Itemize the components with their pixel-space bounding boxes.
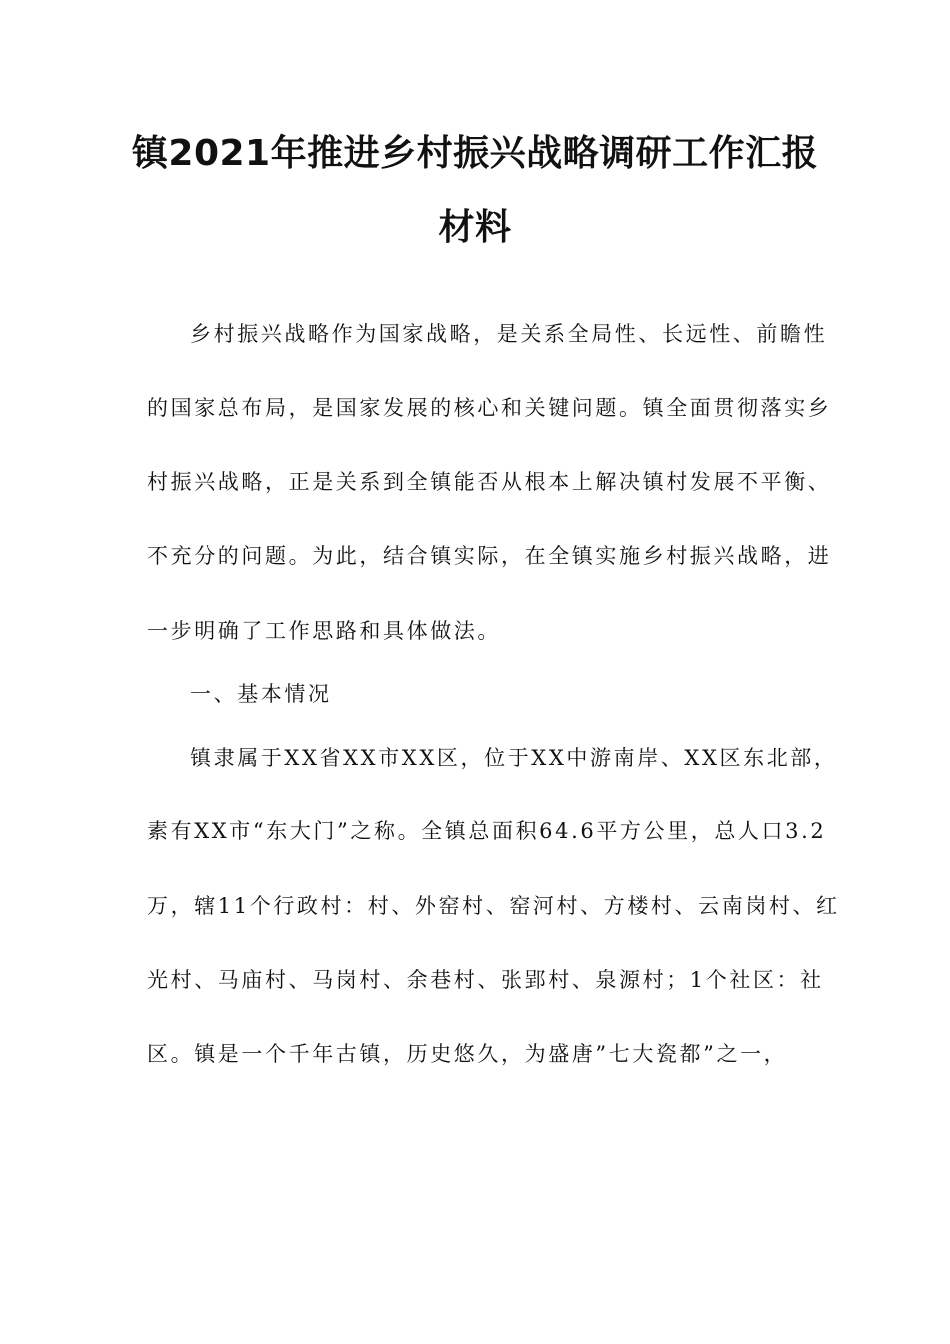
paragraph-line: 不充分的问题。为此，结合镇实际，在全镇实施乡村振兴战略，进	[147, 544, 832, 568]
paragraph-line: 素有XX市“东大门”之称。全镇总面积64.6平方公里，总人口3.2	[147, 819, 827, 843]
paragraph-line: 镇隶属于XX省XX市XX区，位于XX中游南岸、XX区东北部，	[190, 746, 838, 770]
document-title-line-1: 镇2021年推进乡村振兴战略调研工作汇报	[131, 133, 819, 174]
section-heading: 一、基本情况	[190, 682, 332, 706]
paragraph-line: 光村、马庙村、马岗村、余巷村、张郢村、泉源村；1个社区：社	[147, 968, 824, 992]
paragraph-line: 乡村振兴战略作为国家战略，是关系全局性、长远性、前瞻性	[190, 322, 828, 346]
paragraph-line: 一步明确了工作思路和具体做法。	[147, 619, 501, 643]
paragraph-line: 的国家总布局，是国家发展的核心和关键问题。镇全面贯彻落实乡	[147, 396, 832, 420]
document-title-line-2: 材料	[438, 207, 512, 248]
paragraph-line: 村振兴战略，正是关系到全镇能否从根本上解决镇村发展不平衡、	[147, 470, 832, 494]
paragraph-line: 万，辖11个行政村：村、外窑村、窑河村、方楼村、云南岗村、红	[147, 894, 840, 918]
paragraph-line: 区。镇是一个千年古镇，历史悠久，为盛唐”七大瓷都”之一，	[147, 1042, 788, 1066]
